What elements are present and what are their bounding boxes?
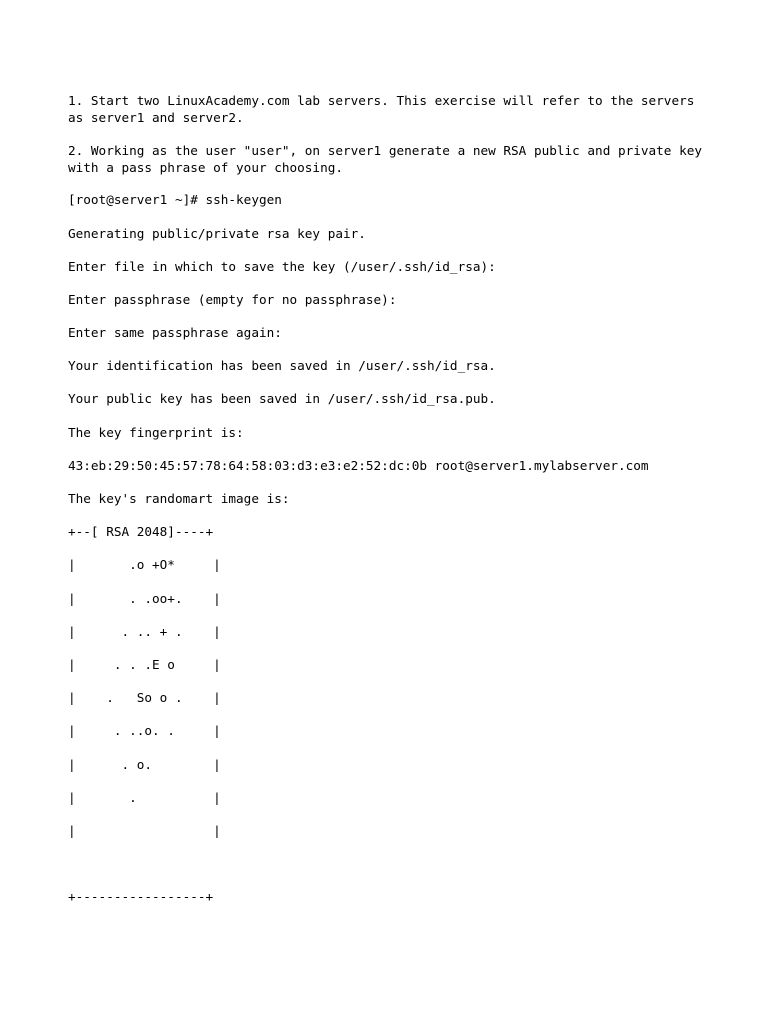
generating-line: Generating public/private rsa key pair. (68, 226, 366, 241)
public-key-saved-line: Your public key has been saved in /user/.ssh/id_rsa.pub. (68, 391, 496, 406)
enter-same-passphrase-line: Enter same passphrase again: (68, 325, 282, 340)
randomart-row: | . o. | (68, 757, 221, 772)
step-2-paragraph (68, 143, 702, 176)
step-2-line-1: 2. Working as the user "user", on server1 generate a new RSA public and private key (68, 143, 702, 158)
randomart-bottom-border: +-----------------+ (68, 889, 214, 904)
step-1-paragraph (68, 93, 694, 126)
identification-saved-line: Your identification has been saved in /user/.ssh/id_rsa. (68, 358, 496, 373)
randomart-row: | . ..o. . | (68, 723, 221, 738)
randomart-top-border: +--[ RSA 2048]----+ (68, 524, 214, 539)
fingerprint-label: The key fingerprint is: (68, 425, 244, 440)
command-line: [root@server1 ~]# ssh-keygen (68, 192, 282, 207)
enter-passphrase-line: Enter passphrase (empty for no passphrase): (68, 292, 397, 307)
randomart-row: | . | (68, 790, 221, 805)
randomart-row: | . . .E o | (68, 657, 221, 672)
step-1-line-1: 1. Start two LinuxAcademy.com lab servers. This exercise will refer to the servers (68, 93, 695, 108)
randomart-row: | .o +O* | (68, 557, 221, 572)
randomart-row: | . .oo+. | (68, 591, 221, 606)
step-2-line-2: with a pass phrase of your choosing. (68, 159, 343, 175)
randomart-row: | . .. + . | (68, 624, 221, 639)
step-1-line-2: as server1 and server2. (68, 109, 244, 125)
enter-file-line: Enter file in which to save the key (/user/.ssh/id_rsa): (68, 259, 496, 274)
randomart-row: | . So o . | (68, 690, 221, 705)
randomart-label: The key's randomart image is: (68, 491, 290, 506)
randomart-row: | | (68, 823, 221, 838)
fingerprint-value: 43:eb:29:50:45:57:78:64:58:03:d3:e3:e2:52:dc:0b root@server1.mylabserver.com (68, 458, 649, 473)
